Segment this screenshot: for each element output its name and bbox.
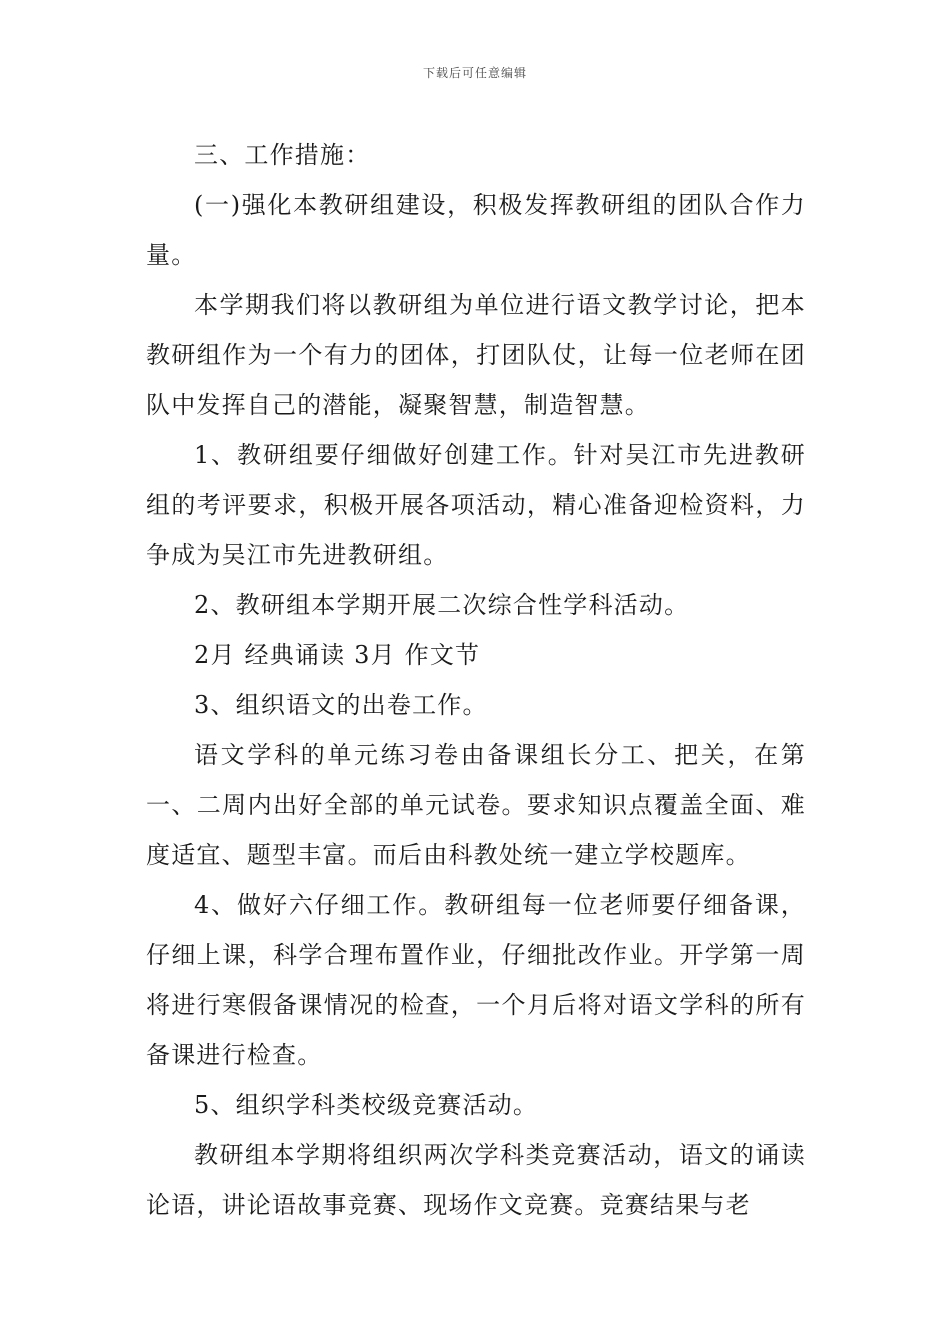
paragraph: 教研组本学期将组织两次学科类竞赛活动，语文的诵读论语，讲论语故事竞赛、现场作文竞赛。竞赛结果与老 [146,1141,806,1219]
subsection-heading: (一)强化本教研组建设，积极发挥教研组的团队合作力量。 [146,191,806,269]
list-item: 5、组织学科类校级竞赛活动。 [194,1091,539,1119]
schedule-line: 2月 经典诵读 3月 作文节 [194,641,481,669]
list-item: 1、教研组要仔细做好创建工作。针对吴江市先进教研组的考评要求，积极开展各项活动，精心准备迎检资料，力争成为吴江市先进教研组。 [146,441,806,569]
list-item: 2、教研组本学期开展二次综合性学科活动。 [194,591,690,619]
header-note: 下载后可任意编辑 [422,66,527,80]
paragraph: 语文学科的单元练习卷由备课组长分工、把关，在第一、二周内出好全部的单元试卷。要求知识点覆盖全面、难度适宜、题型丰富。而后由科教处统一建立学校题库。 [146,741,806,869]
document-body [146,130,806,1230]
list-item: 3、组织语文的出卷工作。 [194,691,488,719]
section-heading: 三、工作措施： [194,141,371,169]
paragraph: 本学期我们将以教研组为单位进行语文教学讨论，把本教研组作为一个有力的团体，打团队仗，让每一位老师在团队中发挥自己的潜能，凝聚智慧，制造智慧。 [146,291,806,419]
list-item: 4、做好六仔细工作。教研组每一位老师要仔细备课，仔细上课，科学合理布置作业，仔细批改作业。开学第一周将进行寒假备课情况的检查，一个月后将对语文学科的所有备课进行检查。 [146,891,806,1069]
